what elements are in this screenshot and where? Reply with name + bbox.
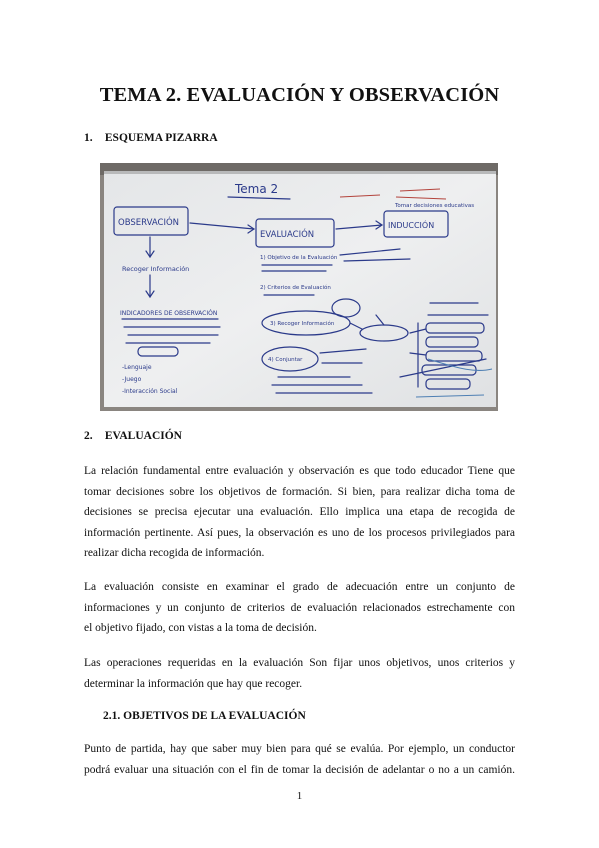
section-label: ESQUEMA PIZARRA [104, 132, 218, 144]
subsection-heading-objetivos: 2.1. OBJETIVOS DE LA EVALUACIÓN [103, 710, 306, 722]
wb-evaluacion: EVALUACIÓN [260, 230, 315, 240]
wb-recoger3: 3) Recoger Información [270, 321, 335, 327]
section-number: 2. [84, 430, 93, 442]
wb-induccion: INDUCCIÓN [388, 221, 435, 230]
text-line: Punto de partida, hay que saber muy bien para qué se evalúa. Por ejemplo, un conductor [84, 743, 515, 755]
wb-observacion: OBSERVACIÓN [118, 218, 180, 228]
wb-tomar: Tomar decisiones educativas [395, 203, 475, 209]
wb-recoger: Recoger Información [122, 265, 190, 273]
text-line: información pertinente. Así pues, la observación es uno de los procesos privilegiados para [84, 526, 515, 539]
section-number: 1. [84, 132, 93, 144]
wb-lenguaje: -Lenguaje [122, 364, 152, 371]
text-line: realizar dicha recogida de información. [84, 547, 265, 559]
text-line: determinar la información que hay que recoger. [84, 677, 303, 690]
wb-indicadores: INDICADORES DE OBSERVACIÓN [120, 310, 218, 317]
wb-juego: -Juego [122, 376, 142, 383]
text-line: podrá evaluar una situación con el fin de tomar la decisión de adelantar o no a un camión. [84, 763, 515, 776]
wb-objetivo: 1) Objetivo de la Evaluación [260, 255, 338, 261]
text-line: tomar decisiones sobre los objetivos de formación. Si bien, para realizar dicha toma de [84, 485, 515, 498]
wb-conjuntar: 4) Conjuntar [268, 357, 303, 363]
text-line: el objetivo fijado, con vistas a la toma de decisión. [84, 622, 317, 634]
page-number: 1 [296, 790, 303, 802]
section-heading-esquema [84, 132, 218, 144]
wb-tema: Tema 2 [235, 182, 279, 196]
section-label: EVALUACIÓN [104, 430, 182, 442]
paragraph-3 [84, 653, 515, 694]
document-title: TEMA 2. EVALUACIÓN Y OBSERVACIÓN [99, 84, 500, 106]
text-line: informaciones y un conjunto de criterios de evaluación relacionados estrechamente con [84, 601, 515, 614]
paragraph-2 [84, 577, 515, 639]
wb-criterios: 2) Criterios de Evaluación [260, 285, 331, 291]
section-heading-evaluacion [84, 430, 182, 442]
wb-interaccion: -Interacción Social [122, 388, 178, 395]
text-line: La evaluación consiste en examinar el grado de adecuación entre un conjunto de [84, 581, 515, 593]
text-line: La relación fundamental entre evaluación y observación es que todo educador Tiene que [84, 465, 515, 477]
whiteboard-photo [100, 163, 498, 411]
text-line: decisiones se precisa ejecutar una evaluación. Ello implica una etapa de recogida de [84, 506, 515, 518]
paragraph-4 [84, 739, 515, 780]
paragraph-1 [84, 461, 515, 564]
text-line: Las operaciones requeridas en la evaluación Son fijar unos objetivos, unos criterios y [84, 657, 515, 669]
